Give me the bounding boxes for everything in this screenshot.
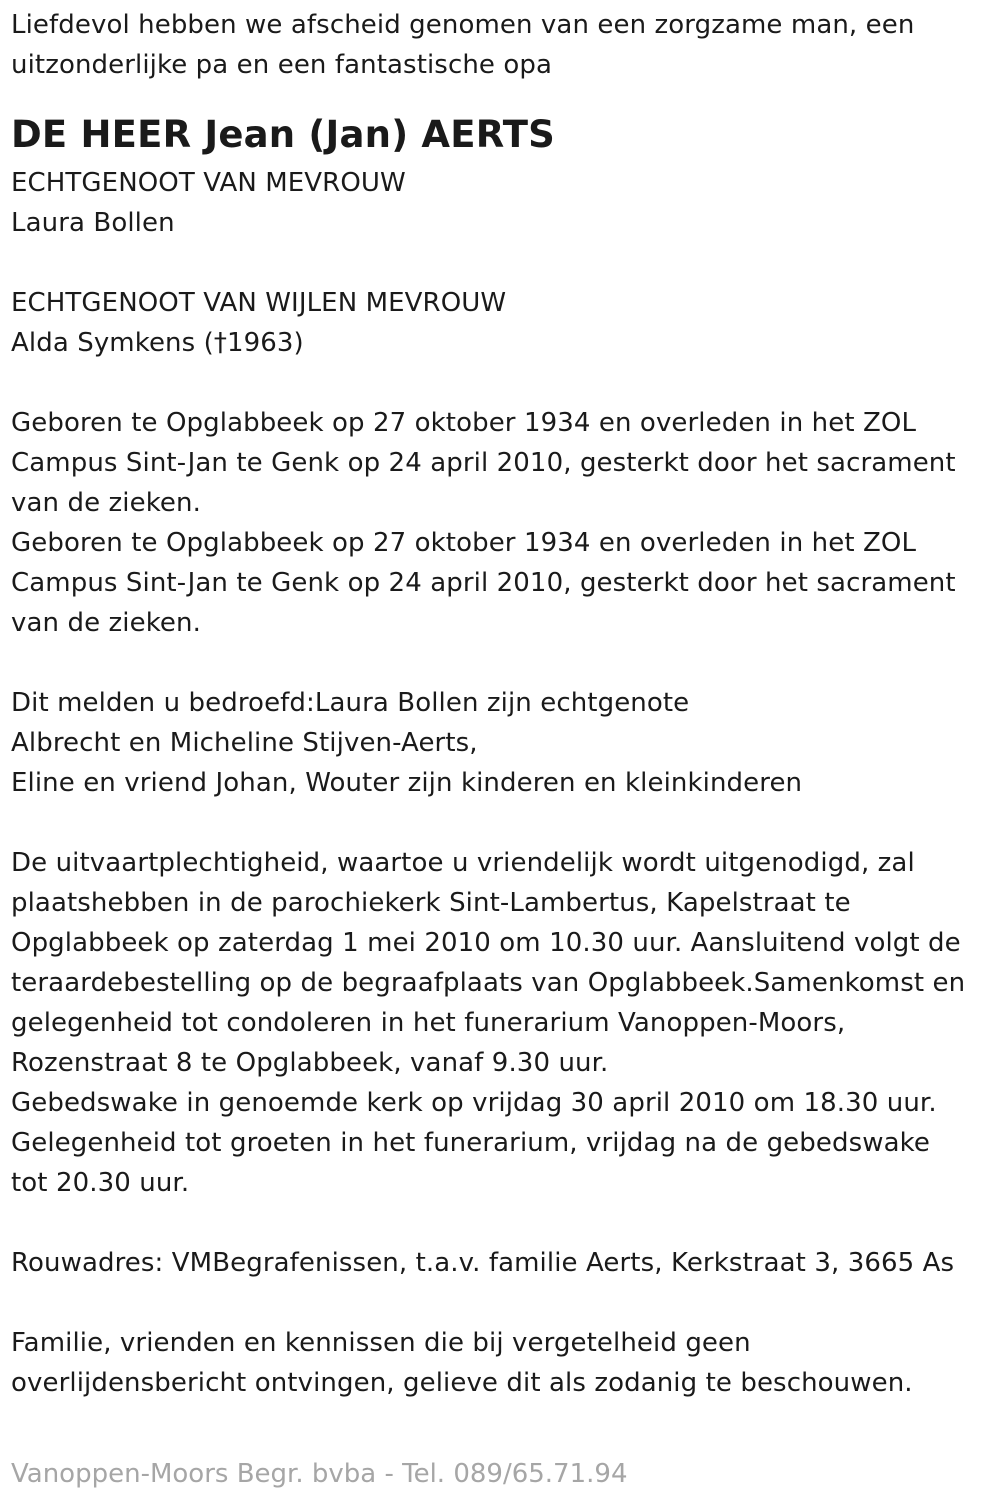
deceased-name: DE HEER Jean (Jan) AERTS [11,113,556,156]
ceremony-line: gelegenheid tot condoleren in het funerarium Vanoppen-Moors, [11,1008,846,1038]
birth-death-line: Campus Sint-Jan te Genk op 24 april 2010, gesterkt door het sacrament [11,568,956,598]
birth-death-line: Geboren te Opglabbeek op 27 oktober 1934 en overleden in het ZOL [11,408,917,438]
ceremony-line: tot 20.30 uur. [11,1168,190,1198]
ceremony-paragraph [11,843,986,1203]
spouse-title: ECHTGENOOT VAN MEVROUW [11,168,406,198]
obituary-notice [11,5,986,1403]
late-spouse-title: ECHTGENOOT VAN WIJLEN MEVROUW [11,288,507,318]
ceremony-line: Opglabbeek op zaterdag 1 mei 2010 om 10.30 uur. Aansluitend volgt de [11,928,961,958]
family-line: Eline en vriend Johan, Wouter zijn kinderen en kleinkinderen [11,768,803,798]
mourning-address: Rouwadres: VMBegrafenissen, t.a.v. familie Aerts, Kerkstraat 3, 3665 As [11,1248,955,1278]
ceremony-line: Gelegenheid tot groeten in het funerarium, vrijdag na de gebedswake [11,1128,930,1158]
spouse-name: Laura Bollen [11,208,175,238]
late-spouse-name: Alda Symkens (†1963) [11,328,304,358]
notice-line: overlijdensbericht ontvingen, gelieve dit als zodanig te beschouwen. [11,1368,913,1398]
birth-death-line: Geboren te Opglabbeek op 27 oktober 1934 en overleden in het ZOL [11,528,917,558]
birth-death-line: van de zieken. [11,488,201,518]
family-line: Albrecht en Micheline Stijven-Aerts, [11,728,478,758]
intro-paragraph [11,5,986,85]
family-line: Dit melden u bedroefd:Laura Bollen zijn echtgenote [11,688,690,718]
ceremony-line: Rozenstraat 8 te Opglabbeek, vanaf 9.30 uur. [11,1048,609,1078]
ceremony-line: teraardebestelling op de begraafplaats van Opglabbeek.Samenkomst en [11,968,966,998]
late-spouse-block [11,283,986,363]
notice-paragraph [11,1323,986,1403]
birth-death-line: Campus Sint-Jan te Genk op 24 april 2010, gesterkt door het sacrament [11,448,956,478]
birth-death-line: van de zieken. [11,608,201,638]
spouse-block [11,163,986,243]
intro-line: uitzonderlijke pa en een fantastische opa [11,50,553,80]
funeral-home-footer: Vanoppen-Moors Begr. bvba - Tel. 089/65.71.94 [11,1459,628,1489]
family-paragraph [11,683,986,803]
ceremony-line: Gebedswake in genoemde kerk op vrijdag 30 april 2010 om 18.30 uur. [11,1088,937,1118]
intro-line: Liefdevol hebben we afscheid genomen van een zorgzame man, een [11,10,915,40]
birth-death-paragraph [11,403,986,643]
notice-line: Familie, vrienden en kennissen die bij vergetelheid geen [11,1328,751,1358]
ceremony-line: plaatshebben in de parochiekerk Sint-Lambertus, Kapelstraat te [11,888,851,918]
ceremony-line: De uitvaartplechtigheid, waartoe u vriendelijk wordt uitgenodigd, zal [11,848,915,878]
